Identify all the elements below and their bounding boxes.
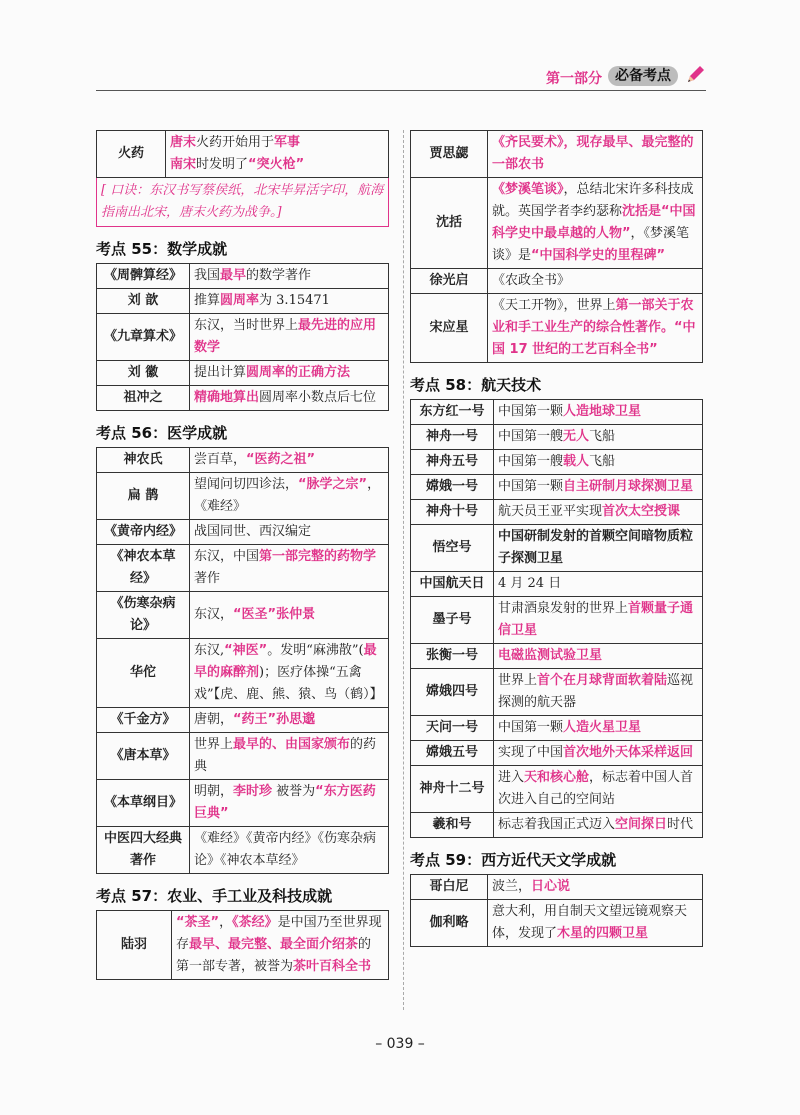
highlight-text: 《梦溪笔谈》 <box>492 182 564 197</box>
row-key: 《千金方》 <box>97 708 190 733</box>
gunpowder-line-1 <box>170 132 384 154</box>
row-key: 墨子号 <box>411 597 494 644</box>
row-value <box>494 572 703 597</box>
plain-text: 实现了中国 <box>498 745 564 760</box>
agriculture-table-continued <box>410 130 703 363</box>
row-value <box>190 264 389 289</box>
row-value <box>190 520 389 545</box>
plain-text: 的第一部专著，被誉为 <box>176 937 372 974</box>
row-key: 刘 歆 <box>97 289 190 314</box>
part-label: 第一部分 <box>546 71 602 87</box>
row-value <box>190 314 389 361</box>
highlight-text: 第一部关于农业和手工业生产的综合性著作。“中国 17 世纪的工艺百科全书” <box>492 298 696 357</box>
table-row <box>411 766 703 813</box>
highlight-text: 南宋 <box>170 157 197 172</box>
plain-text: 中国研制发射的首颗空间暗物质粒子探测卫星 <box>498 529 694 566</box>
table-row <box>411 741 703 766</box>
row-value <box>172 911 389 980</box>
row-key: 刘 徽 <box>97 361 190 386</box>
plain-text: 巡视探测的航天器 <box>498 673 694 710</box>
row-value <box>494 716 703 741</box>
row-value <box>494 669 703 716</box>
plain-text: 尝百草， <box>194 452 247 467</box>
row-value <box>488 294 703 363</box>
highlight-text: 最早、最完整、最全面介绍茶 <box>189 937 359 952</box>
plain-text: 《农政全书》 <box>492 273 571 288</box>
table-row <box>411 525 703 572</box>
table-row <box>97 733 389 780</box>
gunpowder-line-2 <box>170 154 384 176</box>
row-key: 神舟一号 <box>411 425 494 450</box>
row-value <box>190 827 389 874</box>
row-key: 宋应星 <box>411 294 488 363</box>
highlight-text: 最先进的应用数学 <box>194 318 377 355</box>
highlight-text: “茶圣” <box>176 915 220 930</box>
highlight-text: “神医” <box>224 643 268 658</box>
row-key: 伽利略 <box>411 900 488 947</box>
table-row <box>411 269 703 294</box>
row-value <box>494 766 703 813</box>
plain-text: 火药开始用于 <box>196 135 275 150</box>
plain-text: ，《梦溪笔谈》是 <box>492 226 690 263</box>
highlight-text: 首次太空授课 <box>602 504 681 519</box>
row-key: 《伤寒杂病论》 <box>97 592 190 639</box>
row-value <box>494 741 703 766</box>
aerospace-table <box>410 399 703 838</box>
highlight-text: 首次地外天体采样返回 <box>563 745 694 760</box>
column-divider <box>403 130 404 1010</box>
plain-text: 《难经》《黄帝内经》《伤寒杂病论》《神农本草经》 <box>194 831 377 868</box>
page-number: – 039 – <box>375 1036 425 1052</box>
table-row <box>411 294 703 363</box>
pencil-icon <box>684 64 706 86</box>
highlight-text: 日心说 <box>531 879 571 894</box>
row-key: 中国航天日 <box>411 572 494 597</box>
highlight-text: 电磁监测试验卫星 <box>498 648 603 663</box>
math-table <box>96 263 389 411</box>
table-row <box>97 520 389 545</box>
highlight-text: “药王”孙思邈 <box>233 712 316 727</box>
table-row <box>411 572 703 597</box>
row-key: 嫦娥五号 <box>411 741 494 766</box>
highlight-text: 圆周率的正确方法 <box>246 365 351 380</box>
row-value <box>494 525 703 572</box>
section-pill: 必备考点 <box>608 66 678 86</box>
gunpowder-value <box>166 131 389 178</box>
plain-text: ， <box>219 915 233 930</box>
highlight-text: 人造火星卫星 <box>563 720 642 735</box>
highlight-text: 圆周率 <box>220 293 260 308</box>
row-value <box>190 448 389 473</box>
highlight-text: 李时珍 <box>233 784 273 799</box>
plain-text: )；医疗体操“五禽戏”【虎、鹿、熊、猿、鸟（鹤）】 <box>194 665 383 702</box>
table-row <box>411 425 703 450</box>
table-row <box>411 178 703 269</box>
row-key: 羲和号 <box>411 813 494 838</box>
plain-text: 著作 <box>194 571 221 586</box>
highlight-text: “脉学之宗” <box>298 477 368 492</box>
row-value <box>488 131 703 178</box>
row-value <box>488 269 703 294</box>
plain-text: 波兰， <box>492 879 532 894</box>
row-key: 嫦娥一号 <box>411 475 494 500</box>
table-row <box>411 669 703 716</box>
table-row <box>97 639 389 708</box>
row-value <box>488 178 703 269</box>
row-key: 《周髀算经》 <box>97 264 190 289</box>
highlight-text: “医药之祖” <box>246 452 316 467</box>
highlight-text: 精确地算出 <box>194 390 260 405</box>
table-row <box>411 131 703 178</box>
table-row <box>97 264 389 289</box>
row-key: 《本草纲目》 <box>97 780 190 827</box>
row-key: 中医四大经典著作 <box>97 827 190 874</box>
highlight-text: “东方医药巨典” <box>194 784 376 821</box>
plain-text: 望闻问切四诊法， <box>194 477 299 492</box>
plain-text: 中国第一艘 <box>498 429 564 444</box>
highlight-text: 人造地球卫星 <box>563 404 642 419</box>
header-rule <box>96 90 706 91</box>
row-value <box>494 475 703 500</box>
plain-text: 意大利，用自制天文望远镜观察天体，发现了 <box>492 904 688 941</box>
table-row <box>411 644 703 669</box>
plain-text: 我国 <box>194 268 221 283</box>
highlight-text: “中国科学史的里程碑” <box>531 248 666 263</box>
row-value <box>494 425 703 450</box>
plain-text: 提出计算 <box>194 365 247 380</box>
highlight-text: “突火枪” <box>248 157 305 172</box>
row-value <box>494 644 703 669</box>
mnemonic: [ 口诀：东汉书写蔡侯纸，北宋毕昇活字印，航海指南出北宋，唐末火药为战争。] <box>97 178 389 227</box>
plain-text: 中国第一颗 <box>498 720 564 735</box>
row-key: 扁 鹊 <box>97 473 190 520</box>
plain-text: 东汉, <box>194 643 225 658</box>
row-key: 《神农本草经》 <box>97 545 190 592</box>
highlight-text: 木星的四颗卫星 <box>557 926 649 941</box>
row-value <box>494 813 703 838</box>
row-value <box>494 500 703 525</box>
agriculture-table <box>96 910 389 980</box>
plain-text: 中国第一艘 <box>498 454 564 469</box>
highlight-text: 军事 <box>274 135 301 150</box>
plain-text: 是中国乃至世界现存 <box>176 915 382 952</box>
row-value <box>190 592 389 639</box>
left-column <box>96 130 389 980</box>
row-key: 嫦娥四号 <box>411 669 494 716</box>
gunpowder-table <box>96 130 389 227</box>
table-row <box>411 500 703 525</box>
highlight-text: 第一部完整的药物学 <box>259 549 377 564</box>
table-row <box>97 708 389 733</box>
plain-text: 时发明了 <box>196 157 249 172</box>
plain-text: 飞船 <box>589 454 616 469</box>
row-key: 东方红一号 <box>411 400 494 425</box>
plain-text: 东汉，当时世界上 <box>194 318 299 333</box>
row-key: 神舟五号 <box>411 450 494 475</box>
row-value <box>190 708 389 733</box>
highlight-text: 最早 <box>220 268 247 283</box>
plain-text: ，标志着中国人首次进入自己的空间站 <box>498 770 694 807</box>
section-56-title: 考点 56：医学成就 <box>96 424 228 442</box>
plain-text: ，《难经》 <box>194 477 381 514</box>
row-key: 神舟十二号 <box>411 766 494 813</box>
highlight-text: “医圣”张仲景 <box>233 607 316 622</box>
section-58-title: 考点 58：航天技术 <box>410 376 542 394</box>
table-row <box>411 400 703 425</box>
plain-text: 中国第一颗 <box>498 404 564 419</box>
plain-text: 为 3.15471 <box>259 293 330 308</box>
row-value <box>494 450 703 475</box>
plain-text: 的数学著作 <box>246 268 312 283</box>
plain-text: 飞船 <box>589 429 616 444</box>
plain-text: 明朝， <box>194 784 234 799</box>
row-value <box>190 361 389 386</box>
section-59-title: 考点 59：西方近代天文学成就 <box>410 851 617 869</box>
plain-text: 东汉， <box>194 607 234 622</box>
section-57-title: 考点 57：农业、手工业及科技成就 <box>96 887 333 905</box>
row-key: 悟空号 <box>411 525 494 572</box>
plain-text: 。发明“麻沸散”( <box>267 643 364 658</box>
plain-text: 标志着我国正式迈入 <box>498 817 616 832</box>
table-row <box>97 911 389 980</box>
row-value <box>190 545 389 592</box>
row-value <box>190 289 389 314</box>
plain-text: 进入 <box>498 770 525 785</box>
section-55-title: 考点 55：数学成就 <box>96 240 228 258</box>
row-value <box>190 386 389 411</box>
row-value <box>494 597 703 644</box>
row-key: 张衡一号 <box>411 644 494 669</box>
row-key: 徐光启 <box>411 269 488 294</box>
highlight-text: 无人 <box>563 429 590 444</box>
highlight-text: 最早的麻醉剂 <box>194 643 377 680</box>
row-key: 祖冲之 <box>97 386 190 411</box>
row-key: 华佗 <box>97 639 190 708</box>
table-row <box>411 597 703 644</box>
row-key: 陆羽 <box>97 911 172 980</box>
plain-text: 甘肃酒泉发射的世界上 <box>498 601 629 616</box>
table-row <box>411 900 703 947</box>
astronomy-table <box>410 874 703 947</box>
plain-text: 被誉为 <box>272 784 316 799</box>
highlight-text: 《齐民要术》，现存最早、最完整的一部农书 <box>492 135 694 172</box>
row-key: 哥白尼 <box>411 875 488 900</box>
highlight-text: 唐末 <box>170 135 197 150</box>
table-row <box>97 448 389 473</box>
plain-text: 圆周率小数点后七位 <box>259 390 377 405</box>
table-row <box>97 386 389 411</box>
table-row <box>411 450 703 475</box>
table-row <box>411 875 703 900</box>
table-row <box>97 827 389 874</box>
highlight-text: 载人 <box>563 454 590 469</box>
row-value <box>488 875 703 900</box>
plain-text: 东汉，中国 <box>194 549 260 564</box>
plain-text: 4 月 24 日 <box>498 576 562 591</box>
table-row <box>97 780 389 827</box>
highlight-text: 首个在月球背面软着陆 <box>537 673 668 688</box>
highlight-text: 沈括是“中国科学史中最卓越的人物” <box>492 204 696 241</box>
highlight-text: 最早的、由国家颁布 <box>233 737 351 752</box>
row-key: 《黄帝内经》 <box>97 520 190 545</box>
row-key: 《唐本草》 <box>97 733 190 780</box>
row-key: 天问一号 <box>411 716 494 741</box>
row-value <box>190 733 389 780</box>
plain-text: 的药典 <box>194 737 377 774</box>
highlight-text: 茶叶百科全书 <box>293 959 372 974</box>
highlight-text: 首颗量子通信卫星 <box>498 601 694 638</box>
plain-text: ，总结北宋许多科技成就。英国学者李约瑟称 <box>492 182 694 219</box>
table-row <box>97 592 389 639</box>
row-value <box>190 639 389 708</box>
row-key: 沈括 <box>411 178 488 269</box>
table-row <box>411 716 703 741</box>
plain-text: 推算 <box>194 293 221 308</box>
table-row <box>411 475 703 500</box>
table-row <box>97 314 389 361</box>
plain-text: 世界上 <box>194 737 234 752</box>
plain-text: 时代 <box>667 817 694 832</box>
table-row <box>97 545 389 592</box>
plain-text: 航天员王亚平实现 <box>498 504 603 519</box>
gunpowder-key: 火药 <box>97 131 166 178</box>
highlight-text: 自主研制月球探测卫星 <box>563 479 694 494</box>
plain-text: 战国同世、西汉编定 <box>194 524 312 539</box>
table-row <box>97 473 389 520</box>
row-value <box>190 473 389 520</box>
row-key: 贾思勰 <box>411 131 488 178</box>
row-value <box>494 400 703 425</box>
plain-text: 唐朝， <box>194 712 234 727</box>
row-key: 《九章算术》 <box>97 314 190 361</box>
highlight-text: 空间探日 <box>615 817 668 832</box>
medicine-table <box>96 447 389 874</box>
highlight-text: 《茶经》 <box>232 915 278 930</box>
plain-text: 《天工开物》，世界上 <box>492 298 616 313</box>
table-row <box>411 813 703 838</box>
row-key: 神舟十号 <box>411 500 494 525</box>
row-key: 神农氏 <box>97 448 190 473</box>
plain-text: 中国第一颗 <box>498 479 564 494</box>
plain-text: 世界上 <box>498 673 538 688</box>
right-column <box>410 130 703 947</box>
row-value <box>190 780 389 827</box>
table-row <box>97 289 389 314</box>
table-row <box>97 361 389 386</box>
row-value <box>488 900 703 947</box>
highlight-text: 天和核心舱 <box>524 770 590 785</box>
